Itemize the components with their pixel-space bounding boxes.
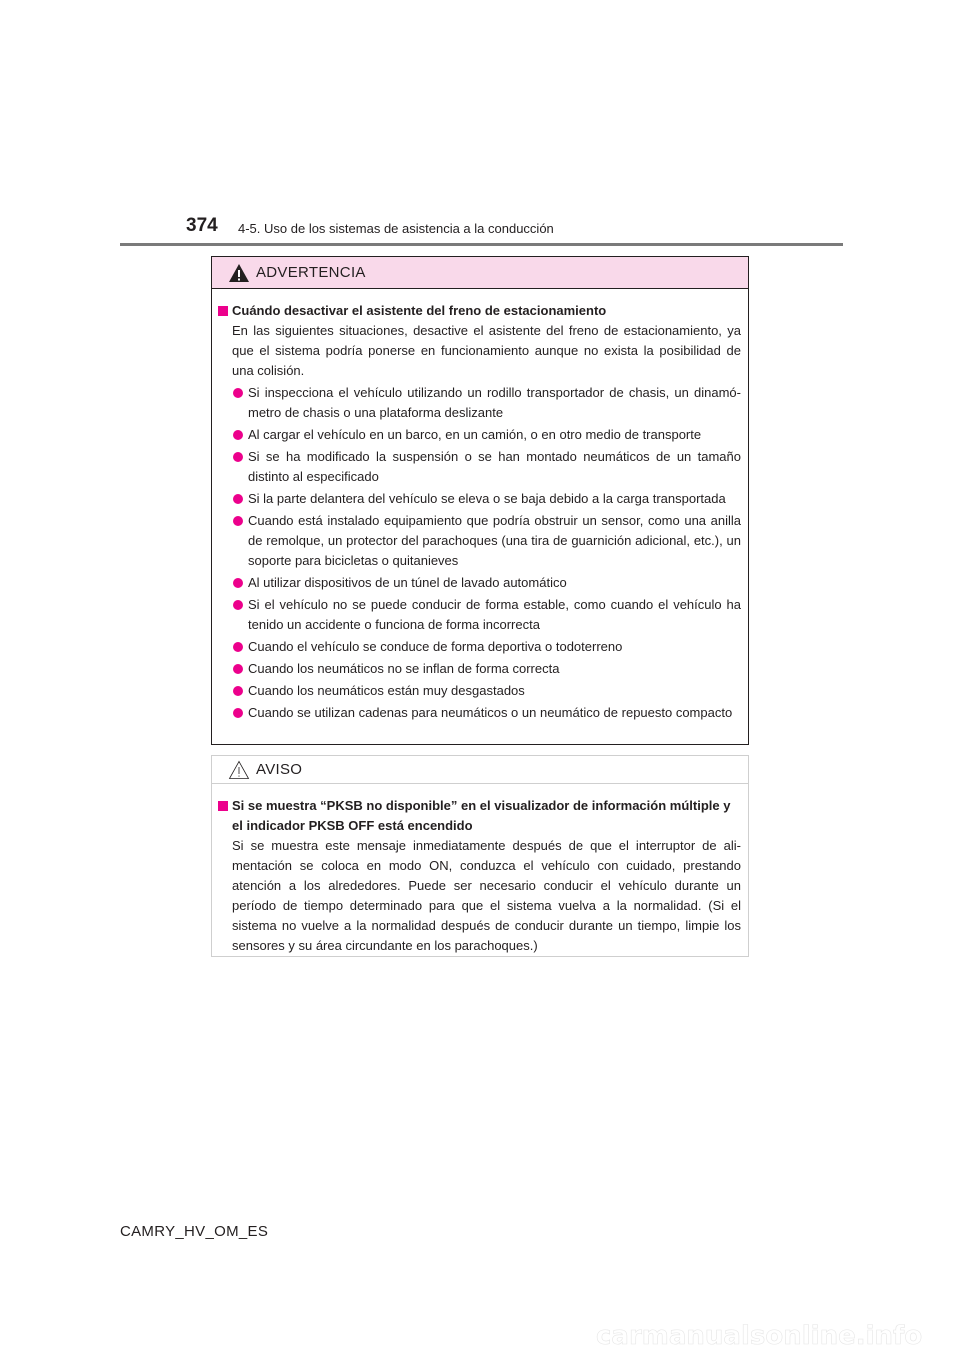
list-item [218, 425, 741, 445]
caution-outline-triangle-icon [228, 760, 250, 780]
list-item [218, 637, 741, 657]
manual-code: CAMRY_HV_OM_ES [120, 1223, 269, 1240]
warning-body [212, 289, 748, 723]
notice-box [211, 755, 749, 957]
warning-intro: En las siguientes situaciones, desactive el asistente del freno de estacionamiento, ya que el sistema podría ponerse en funcionamiento aunque no exista la posibilidad de una colisión. [232, 323, 741, 378]
square-bullet-icon [218, 306, 228, 316]
bullet-dot-icon [233, 430, 243, 440]
notice-header [212, 756, 748, 784]
warning-triangle-icon [228, 263, 250, 283]
list-item-text: Si el vehículo no se puede conducir de forma estable, como cuando el vehículo ha tenido un accidente o funciona de forma incorrecta [248, 597, 741, 632]
list-item-text: Si la parte delantera del vehículo se eleva o se baja debido a la carga transportada [248, 491, 726, 506]
bullet-dot-icon [233, 642, 243, 652]
list-item [218, 703, 741, 723]
list-item [218, 681, 741, 701]
warning-box [211, 256, 749, 745]
watermark-text: carmanualsonline.info [596, 1321, 923, 1350]
notice-title: AVISO [256, 761, 303, 778]
warning-list [218, 383, 741, 723]
bullet-dot-icon [233, 600, 243, 610]
list-item-text: Cuando el vehículo se conduce de forma deportiva o todoterreno [248, 639, 623, 654]
bullet-dot-icon [233, 708, 243, 718]
warning-heading [218, 301, 741, 321]
list-item [218, 595, 741, 635]
list-item-text: Si se ha modificado la suspensión o se han montado neumáticos de un tamaño distinto al especificado [248, 449, 741, 484]
watermark-logo [596, 1320, 936, 1350]
list-item-text: Al utilizar dispositivos de un túnel de lavado automático [248, 575, 567, 590]
bullet-dot-icon [233, 578, 243, 588]
list-item-text: Cuando los neumáticos están muy desgastados [248, 683, 525, 698]
list-item-text: Si inspecciona el vehículo utilizando un rodillo transportador de chasis, un dinamómetro de chasis o una plataforma deslizante [248, 385, 741, 420]
bullet-dot-icon [233, 686, 243, 696]
list-item [218, 447, 741, 487]
bullet-dot-icon [233, 516, 243, 526]
bullet-dot-icon [233, 494, 243, 504]
warning-header [212, 257, 748, 289]
warning-heading-text: Cuándo desactivar el asistente del freno de estacionamiento [232, 303, 607, 318]
list-item-text: Cuando los neumáticos no se inflan de forma correcta [248, 661, 560, 676]
bullet-dot-icon [233, 452, 243, 462]
bullet-dot-icon [233, 664, 243, 674]
list-item [218, 573, 741, 593]
warning-title: ADVERTENCIA [256, 264, 366, 281]
list-item-text: Cuando se utilizan cadenas para neumáticos o un neumático de repuesto compacto [248, 705, 733, 720]
notice-text: Si se muestra este mensaje inmediatamente después de que el interruptor de alimentación se coloca en modo ON, conduzca el vehículo con cuidado, prestando atención a los alrededores. Puede ser necesario conducir el vehículo durante un período de tiempo determinado para que el sistema vuelva a la normalidad. (Si el sistema no vuelve a la normalidad después de conducir durante un tiempo, limpie los sensores y su área circundante en los parachoques.) [232, 838, 741, 953]
notice-body [212, 784, 748, 956]
notice-heading-text: Si se muestra “PKSB no disponible” en el visualizador de información múltiple y el indicador PKSB OFF está encendido [232, 798, 731, 833]
section-title: 4-5. Uso de los sistemas de asistencia a la conducción [238, 221, 554, 236]
list-item-text: Cuando está instalado equipamiento que podría obstruir un sensor, como una anilla de remolque, un protector del parachoques (una tira de guarnición adicional, etc.), un soporte para bicicletas o quitanieves [248, 513, 741, 568]
list-item [218, 511, 741, 571]
list-item [218, 489, 741, 509]
square-bullet-icon [218, 801, 228, 811]
page-number: 374 [186, 215, 218, 236]
list-item [218, 383, 741, 423]
list-item-text: Al cargar el vehículo en un barco, en un camión, o en otro medio de transporte [248, 427, 702, 442]
bullet-dot-icon [233, 388, 243, 398]
list-item [218, 659, 741, 679]
header-rule [120, 243, 843, 246]
notice-heading [218, 796, 741, 836]
